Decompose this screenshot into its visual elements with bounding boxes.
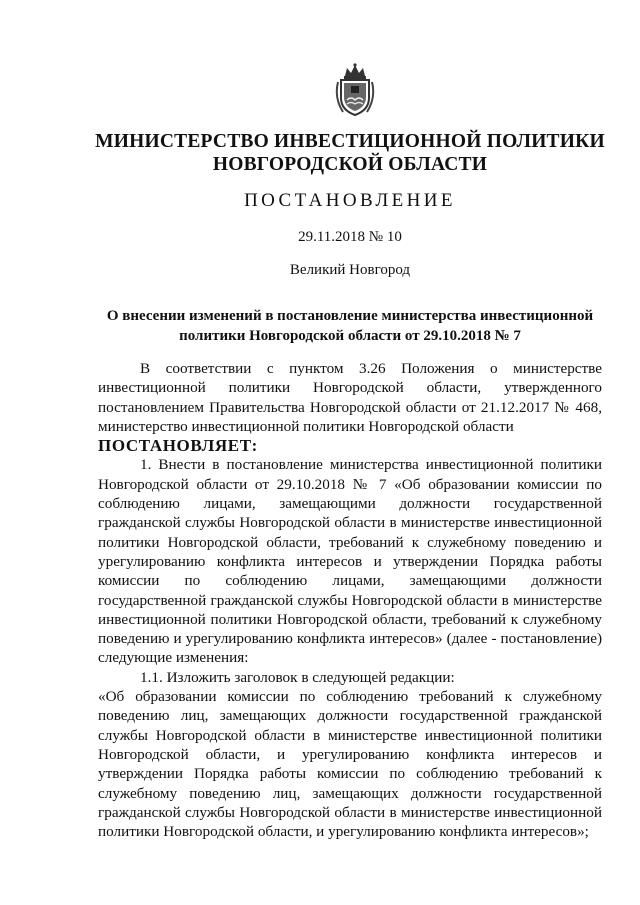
decree-word: ПОСТАНОВЛЯЕТ: [98,436,258,456]
document-subject [98,306,602,346]
document-city: Великий Новгород [289,262,411,278]
subject-line2: политики Новгородской области от 29.10.2018 № 7 [179,328,521,344]
ministry-name-line2: НОВГОРОДСКОЙ ОБЛАСТИ [212,154,488,175]
novgorod-coat-of-arms-icon [333,62,377,118]
document-type: ПОСТАНОВЛЕНИЕ [244,190,456,211]
item-1-paragraph: 1. Внести в постановление министерства инвестиционной политики Новгородской области от 29.10.2018 № 7 «Об образовании комиссии по соблюдению лицами, замещающими должности государственной гражданской службы Новгородской области в министерстве инвестиционной политики Новгородской области, требований к служебному поведению и урегулированию конфликта интересов и утверждении Порядка работы комиссии по соблюдению лицами, замещающими должности государственной гражданской службы Новгородской области в министерстве инвестиционной политики Новгородской области, требований к служебному поведению и урегулированию конфликта интересов» (далее - постановление) следующие изменения: [98,456,602,667]
document-body [98,359,602,841]
ministry-name-line1: МИНИСТЕРСТВО ИНВЕСТИЦИОННОЙ ПОЛИТИКИ [95,131,605,152]
ministry-name [90,130,610,176]
subject-line1: О внесении изменений в постановление министерства инвестиционной [106,308,594,324]
preamble-paragraph: В соответствии с пунктом 3.26 Положения о министерстве инвестиционной политики Новгородской области, утвержденного постановлением Правительства Новгородской области от 21.12.2017 № 468, министерство инвестиционной политики Новгородской области [98,360,602,435]
document-date-number: 29.11.2018 № 10 [298,229,402,245]
item-1-1-paragraph: 1.1. Изложить заголовок в следующей редакции: [140,668,455,686]
quoted-title-paragraph: «Об образовании комиссии по соблюдению требований к служебному поведению лиц, замещающих должности государственной гражданской службы Новгородской области в министерстве инвестиционной политики Новгородской области, и урегулированию конфликта интересов и утверждении Порядка работы комиссии по соблюдению требований к служебному поведению лиц, замещающих должности государственной гражданской службы Новгородской области в министерстве инвестиционной политики Новгородской области, и урегулированию конфликта интересов»; [98,688,602,841]
